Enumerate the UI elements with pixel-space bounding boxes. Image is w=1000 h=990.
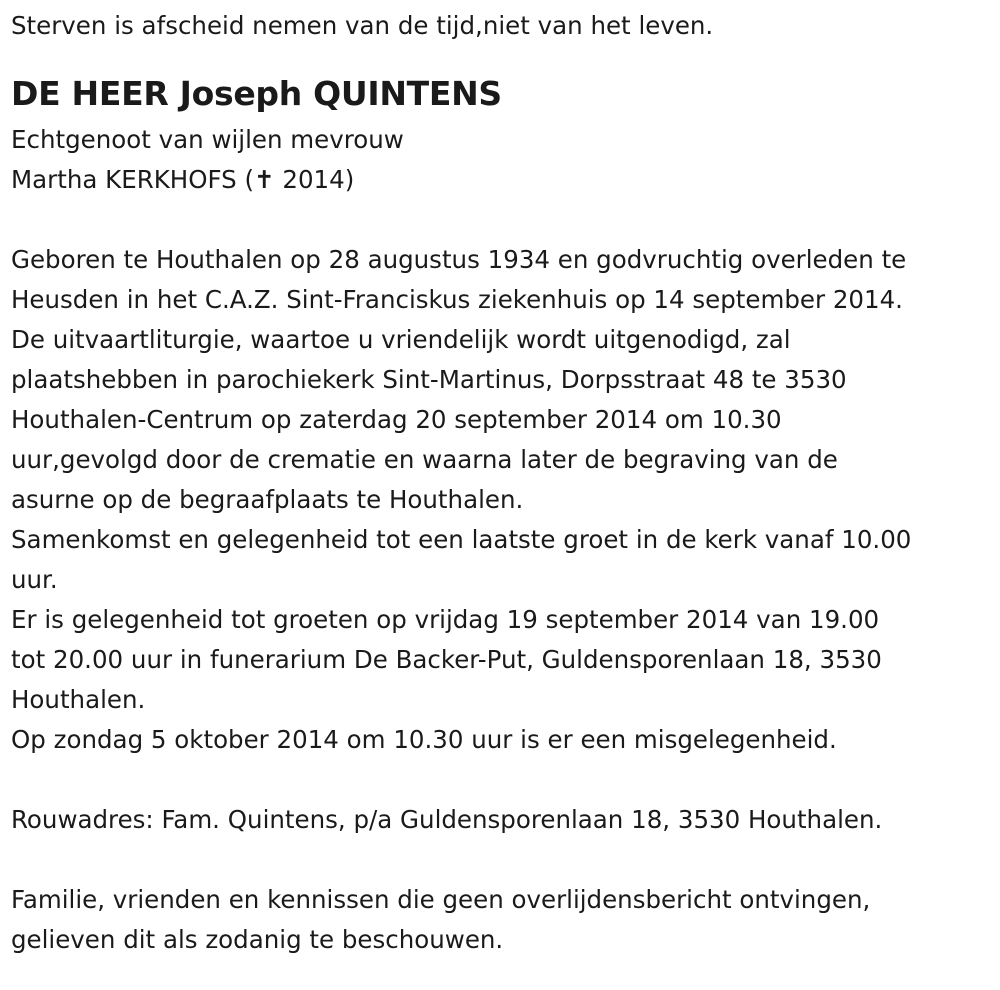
announcement-line: De uitvaartliturgie, waartoe u vriendelijk wordt uitgenodigd, zal <box>11 325 791 354</box>
spacer <box>11 840 996 880</box>
announcement-line: uur,gevolgd door de crematie en waarna later de begraving van de <box>11 445 838 474</box>
announcement-line: Er is gelegenheid tot groeten op vrijdag 19 september 2014 van 19.00 <box>11 605 880 634</box>
spacer <box>11 200 996 240</box>
announcement-line: Heusden in het C.A.Z. Sint-Franciskus ziekenhuis op 14 september 2014. <box>11 285 903 314</box>
spouse-line: Echtgenoot van wijlen mevrouw <box>11 125 404 154</box>
deceased-name-title: DE HEER Joseph QUINTENS <box>11 74 502 113</box>
announcement-line: Geboren te Houthalen op 28 augustus 1934 en godvruchtig overleden te <box>11 245 907 274</box>
announcement-line: tot 20.00 uur in funerarium De Backer-Put, Guldensporenlaan 18, 3530 <box>11 645 882 674</box>
announcement-line: asurne op de begraafplaats te Houthalen. <box>11 485 524 514</box>
motto: Sterven is afscheid nemen van de tijd,niet van het leven. <box>11 11 714 40</box>
spouse-line: Martha KERKHOFS (✝ 2014) <box>11 165 355 194</box>
closing-line: gelieven dit als zodanig te beschouwen. <box>11 925 504 954</box>
mourning-address: Rouwadres: Fam. Quintens, p/a Guldensporenlaan 18, 3530 Houthalen. <box>11 805 883 834</box>
announcement-block <box>11 240 996 760</box>
spacer <box>11 760 996 800</box>
closing-line: Familie, vrienden en kennissen die geen overlijdensbericht ontvingen, <box>11 885 871 914</box>
announcement-line: Houthalen-Centrum op zaterdag 20 september 2014 om 10.30 <box>11 405 782 434</box>
announcement-line: uur. <box>11 565 58 594</box>
announcement-line: Houthalen. <box>11 685 146 714</box>
announcement-line: Op zondag 5 oktober 2014 om 10.30 uur is er een misgelegenheid. <box>11 725 837 754</box>
announcement-line: Samenkomst en gelegenheid tot een laatste groet in de kerk vanaf 10.00 <box>11 525 912 554</box>
closing-block <box>11 880 996 960</box>
spouse-block <box>11 120 996 200</box>
obituary-notice <box>11 6 996 960</box>
announcement-line: plaatshebben in parochiekerk Sint-Martinus, Dorpsstraat 48 te 3530 <box>11 365 847 394</box>
